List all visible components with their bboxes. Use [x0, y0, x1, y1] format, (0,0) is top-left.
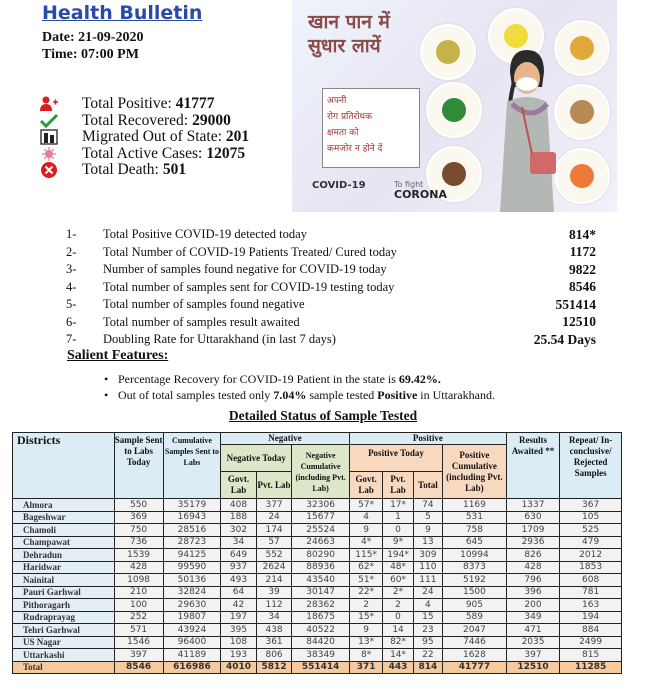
daily-figure-item: [66, 226, 596, 244]
table-cell: 4: [349, 511, 382, 524]
table-row: [13, 524, 622, 537]
table-cell: 4: [413, 599, 442, 612]
table-row: [13, 511, 622, 524]
table-cell: 88936: [292, 561, 350, 574]
district-name: Rudraprayag: [13, 611, 115, 624]
col-rejected: Repeat/ In-conclusive/ Rejected Samples: [560, 433, 622, 499]
table-cell: 48*: [383, 561, 413, 574]
table-cell: 197: [221, 611, 257, 624]
district-name: Dehradun: [13, 549, 115, 562]
table-cell: 367: [560, 499, 622, 512]
table-cell: 781: [560, 586, 622, 599]
daily-figure-item: [66, 314, 596, 332]
table-total-row: [13, 661, 622, 674]
table-cell: 2499: [560, 636, 622, 649]
table-cell: 15677: [292, 511, 350, 524]
item-number: 6-: [66, 314, 77, 329]
table-cell: 28516: [163, 524, 221, 537]
col-pos-total: Total: [413, 472, 442, 499]
table-cell: 937: [221, 561, 257, 574]
food-plate-icon: [554, 148, 610, 204]
daily-figure-item: [66, 261, 596, 279]
table-cell: 1853: [560, 561, 622, 574]
table-cell: 9: [349, 524, 382, 537]
district-name: Almora: [13, 499, 115, 512]
poster-heading: खान पान में सुधार लायें: [308, 11, 390, 57]
col-negative: Negative: [221, 433, 350, 445]
migration-icon: [38, 129, 60, 145]
col-districts: Districts: [13, 433, 115, 499]
col-positive-today: Positive Today: [349, 445, 442, 472]
table-cell: 571: [114, 624, 163, 637]
table-cell: 9*: [383, 536, 413, 549]
table-cell: 349: [506, 611, 559, 624]
col-awaited: Results Awaited **: [506, 433, 559, 499]
table-cell: 194: [560, 611, 622, 624]
table-row: [13, 611, 622, 624]
table-cell: 806: [256, 649, 292, 662]
table-cell: 479: [560, 536, 622, 549]
salient-bullet-positivity: • Out of total samples tested only 7.04% sample tested Positive in Uttarakhand.: [118, 388, 495, 403]
table-cell: 15*: [349, 611, 382, 624]
table-cell: 5: [413, 511, 442, 524]
district-name: Total: [13, 661, 115, 674]
table-cell: 22: [413, 649, 442, 662]
table-cell: 2012: [560, 549, 622, 562]
daily-figure-item: [66, 331, 596, 349]
table-cell: 531: [443, 511, 507, 524]
cross-circle-icon: [38, 162, 60, 178]
table-cell: 28723: [163, 536, 221, 549]
table-cell: 84420: [292, 636, 350, 649]
table-cell: 17*: [383, 499, 413, 512]
table-cell: 397: [506, 649, 559, 662]
food-plate-icon: [554, 84, 610, 140]
table-cell: 1500: [443, 586, 507, 599]
table-cell: 408: [221, 499, 257, 512]
table-cell: 108: [221, 636, 257, 649]
item-value: 25.54 Days: [533, 331, 596, 347]
table-cell: 8373: [443, 561, 507, 574]
table-cell: 19807: [163, 611, 221, 624]
table-cell: 371: [349, 661, 382, 674]
table-cell: 111: [413, 574, 442, 587]
summary-stats: [38, 96, 249, 179]
table-cell: 24663: [292, 536, 350, 549]
table-cell: 1709: [506, 524, 559, 537]
table-cell: 14*: [383, 649, 413, 662]
table-cell: 16943: [163, 511, 221, 524]
item-label: Total Number of COVID-19 Patients Treated/ Cured today: [103, 244, 397, 259]
table-cell: 94125: [163, 549, 221, 562]
table-cell: 99590: [163, 561, 221, 574]
table-cell: 369: [114, 511, 163, 524]
table-cell: 2047: [443, 624, 507, 637]
food-plate-icon: [420, 24, 476, 80]
table-cell: 200: [506, 599, 559, 612]
table-cell: 5192: [443, 574, 507, 587]
table-cell: 194*: [383, 549, 413, 562]
district-name: Uttarkashi: [13, 649, 115, 662]
table-cell: 64: [221, 586, 257, 599]
table-cell: 105: [560, 511, 622, 524]
table-cell: 24: [256, 511, 292, 524]
table-cell: 5812: [256, 661, 292, 674]
table-cell: 32306: [292, 499, 350, 512]
table-cell: 377: [256, 499, 292, 512]
table-cell: 1628: [443, 649, 507, 662]
table-cell: 750: [114, 524, 163, 537]
table-cell: 163: [560, 599, 622, 612]
table-cell: 23: [413, 624, 442, 637]
table-cell: 736: [114, 536, 163, 549]
table-cell: 1337: [506, 499, 559, 512]
item-label: Number of samples found negative for COVID-19 today: [103, 262, 387, 277]
table-cell: 13: [413, 536, 442, 549]
table-cell: 796: [506, 574, 559, 587]
bulletin-title: Health Bulletin: [42, 2, 203, 24]
table-cell: 815: [560, 649, 622, 662]
table-cell: 2*: [383, 586, 413, 599]
district-name: Champawat: [13, 536, 115, 549]
table-cell: 100: [114, 599, 163, 612]
table-cell: 32824: [163, 586, 221, 599]
table-cell: 29630: [163, 599, 221, 612]
item-label: Total number of samples found negative: [103, 297, 305, 312]
table-cell: 9: [349, 624, 382, 637]
district-name: Nainital: [13, 574, 115, 587]
stat-total-positive: Total Positive: 41777: [38, 96, 249, 112]
table-cell: 252: [114, 611, 163, 624]
table-cell: 28362: [292, 599, 350, 612]
item-number: 1-: [66, 227, 77, 242]
table-title: Detailed Status of Sample Tested: [228, 408, 418, 423]
person-add-icon: [38, 96, 60, 112]
table-cell: 2: [349, 599, 382, 612]
table-cell: 2624: [256, 561, 292, 574]
district-name: Haridwar: [13, 561, 115, 574]
table-cell: 38349: [292, 649, 350, 662]
district-name: Pauri Garhwal: [13, 586, 115, 599]
checkmark-icon: [38, 113, 60, 129]
salient-bullet-recovery: • Percentage Recovery for COVID-19 Patient in the state is 69.42%.: [118, 372, 441, 387]
table-cell: 96400: [163, 636, 221, 649]
table-cell: 210: [114, 586, 163, 599]
table-cell: 550: [114, 499, 163, 512]
item-value: 1172: [569, 244, 596, 260]
table-cell: 34: [256, 611, 292, 624]
col-pos-pvt: Pvt. Lab: [383, 472, 413, 499]
item-number: 7-: [66, 332, 77, 347]
table-cell: 11285: [560, 661, 622, 674]
daily-figures-list: [66, 226, 596, 349]
item-number: 4-: [66, 279, 77, 294]
table-cell: 616986: [163, 661, 221, 674]
table-cell: 74: [413, 499, 442, 512]
table-cell: 1: [383, 511, 413, 524]
table-cell: 1169: [443, 499, 507, 512]
table-cell: 15: [413, 611, 442, 624]
fight-corona-logo: To fight CORONA: [394, 180, 447, 201]
col-positive: Positive: [349, 433, 506, 445]
table-cell: 2936: [506, 536, 559, 549]
col-neg-cumulative: Negative Cumulative (including Pvt. Lab): [292, 445, 350, 499]
table-cell: 95: [413, 636, 442, 649]
table-cell: 525: [560, 524, 622, 537]
table-cell: 438: [256, 624, 292, 637]
table-cell: 57: [256, 536, 292, 549]
table-row: [13, 574, 622, 587]
table-cell: 39: [256, 586, 292, 599]
item-label: Doubling Rate for Uttarakhand (in last 7 days): [103, 332, 336, 347]
table-row: [13, 624, 622, 637]
nutrition-poster: [292, 0, 617, 212]
daily-figure-item: [66, 244, 596, 262]
table-cell: 34: [221, 536, 257, 549]
table-row: [13, 599, 622, 612]
table-cell: 50136: [163, 574, 221, 587]
item-label: Total number of samples sent for COVID-19 testing today: [103, 279, 395, 294]
item-label: Total Positive COVID-19 detected today: [103, 227, 307, 242]
col-cumulative: Cumulative Samples Sent to Labs: [163, 433, 221, 499]
table-cell: 1539: [114, 549, 163, 562]
item-value: 12510: [562, 314, 596, 330]
district-name: Bageshwar: [13, 511, 115, 524]
table-row: [13, 549, 622, 562]
table-row: [13, 636, 622, 649]
table-cell: 12510: [506, 661, 559, 674]
table-cell: 2035: [506, 636, 559, 649]
table-cell: 4*: [349, 536, 382, 549]
table-cell: 395: [221, 624, 257, 637]
table-cell: 115*: [349, 549, 382, 562]
col-neg-govt: Govt. Lab: [221, 472, 257, 499]
table-cell: 24: [413, 586, 442, 599]
bulletin-time: Time: 07:00 PM: [42, 47, 139, 62]
table-cell: 57*: [349, 499, 382, 512]
item-label: Total number of samples result awaited: [103, 314, 300, 329]
table-cell: 112: [256, 599, 292, 612]
table-cell: 214: [256, 574, 292, 587]
district-status-table: [12, 432, 622, 674]
table-cell: 43540: [292, 574, 350, 587]
salient-heading: Salient Features:: [67, 348, 169, 363]
item-value: 551414: [555, 296, 596, 312]
table-row: [13, 586, 622, 599]
table-cell: 10994: [443, 549, 507, 562]
col-neg-pvt: Pvt. Lab: [256, 472, 292, 499]
col-pos-cumulative: Positive Cumulative (including Pvt. Lab): [443, 445, 507, 499]
covid-logo: COVID-19: [312, 180, 366, 191]
table-cell: 443: [383, 661, 413, 674]
table-cell: 14: [383, 624, 413, 637]
item-number: 2-: [66, 244, 77, 259]
daily-figure-item: [66, 279, 596, 297]
table-cell: 13*: [349, 636, 382, 649]
table-cell: 471: [506, 624, 559, 637]
table-cell: 884: [560, 624, 622, 637]
bulletin-date: Date: 21-09-2020: [42, 30, 144, 45]
table-cell: 40522: [292, 624, 350, 637]
table-cell: 193: [221, 649, 257, 662]
table-cell: 188: [221, 511, 257, 524]
table-cell: 22*: [349, 586, 382, 599]
col-sample-today: Sample Sent to Labs Today: [114, 433, 163, 499]
item-value: 814*: [569, 226, 596, 242]
table-cell: 361: [256, 636, 292, 649]
table-cell: 62*: [349, 561, 382, 574]
table-cell: 1546: [114, 636, 163, 649]
table-row: [13, 561, 622, 574]
table-cell: 397: [114, 649, 163, 662]
table-cell: 174: [256, 524, 292, 537]
table-cell: 905: [443, 599, 507, 612]
daily-figure-item: [66, 296, 596, 314]
table-cell: 60*: [383, 574, 413, 587]
district-name: US Nagar: [13, 636, 115, 649]
table-cell: 589: [443, 611, 507, 624]
table-cell: 25524: [292, 524, 350, 537]
table-row: [13, 649, 622, 662]
food-plate-icon: [554, 20, 610, 76]
col-pos-govt: Govt. Lab: [349, 472, 382, 499]
table-cell: 51*: [349, 574, 382, 587]
table-cell: 302: [221, 524, 257, 537]
table-cell: 608: [560, 574, 622, 587]
table-cell: 42: [221, 599, 257, 612]
table-cell: 9: [413, 524, 442, 537]
item-number: 3-: [66, 262, 77, 277]
item-value: 8546: [569, 279, 596, 295]
table-cell: 552: [256, 549, 292, 562]
table-cell: 0: [383, 611, 413, 624]
table-row: [13, 536, 622, 549]
stat-active-cases: Total Active Cases: 12075: [38, 146, 249, 162]
item-number: 5-: [66, 297, 77, 312]
table-cell: 7446: [443, 636, 507, 649]
table-cell: 43924: [163, 624, 221, 637]
table-cell: 309: [413, 549, 442, 562]
table-cell: 4010: [221, 661, 257, 674]
woman-illustration-icon: [492, 42, 562, 212]
table-cell: 82*: [383, 636, 413, 649]
table-cell: 814: [413, 661, 442, 674]
table-cell: 428: [114, 561, 163, 574]
district-name: Pithoragarh: [13, 599, 115, 612]
table-cell: 493: [221, 574, 257, 587]
table-cell: 35179: [163, 499, 221, 512]
item-value: 9822: [569, 261, 596, 277]
table-cell: 551414: [292, 661, 350, 674]
table-cell: 645: [443, 536, 507, 549]
table-cell: 649: [221, 549, 257, 562]
food-plate-icon: [426, 82, 482, 138]
district-name: Tehri Garhwal: [13, 624, 115, 637]
table-cell: 18675: [292, 611, 350, 624]
stat-total-recovered: Total Recovered: 29000: [38, 113, 249, 129]
table-cell: 428: [506, 561, 559, 574]
table-cell: 2: [383, 599, 413, 612]
table-cell: 396: [506, 586, 559, 599]
district-name: Chamoli: [13, 524, 115, 537]
table-cell: 630: [506, 511, 559, 524]
stat-migrated: Migrated Out of State: 201: [38, 129, 249, 145]
table-cell: 8*: [349, 649, 382, 662]
table-cell: 80290: [292, 549, 350, 562]
table-cell: 41777: [443, 661, 507, 674]
speech-bubble: अपनी रोग प्रतिरोधक क्षमता को कमजोर न होने दें: [322, 88, 420, 168]
stat-total-death: Total Death: 501: [38, 162, 249, 178]
table-cell: 8546: [114, 661, 163, 674]
table-cell: 826: [506, 549, 559, 562]
table-cell: 758: [443, 524, 507, 537]
table-cell: 110: [413, 561, 442, 574]
col-negative-today: Negative Today: [221, 445, 292, 472]
table-cell: 1098: [114, 574, 163, 587]
table-cell: 0: [383, 524, 413, 537]
table-cell: 30147: [292, 586, 350, 599]
table-cell: 41189: [163, 649, 221, 662]
table-row: [13, 499, 622, 512]
virus-icon: [38, 146, 60, 162]
